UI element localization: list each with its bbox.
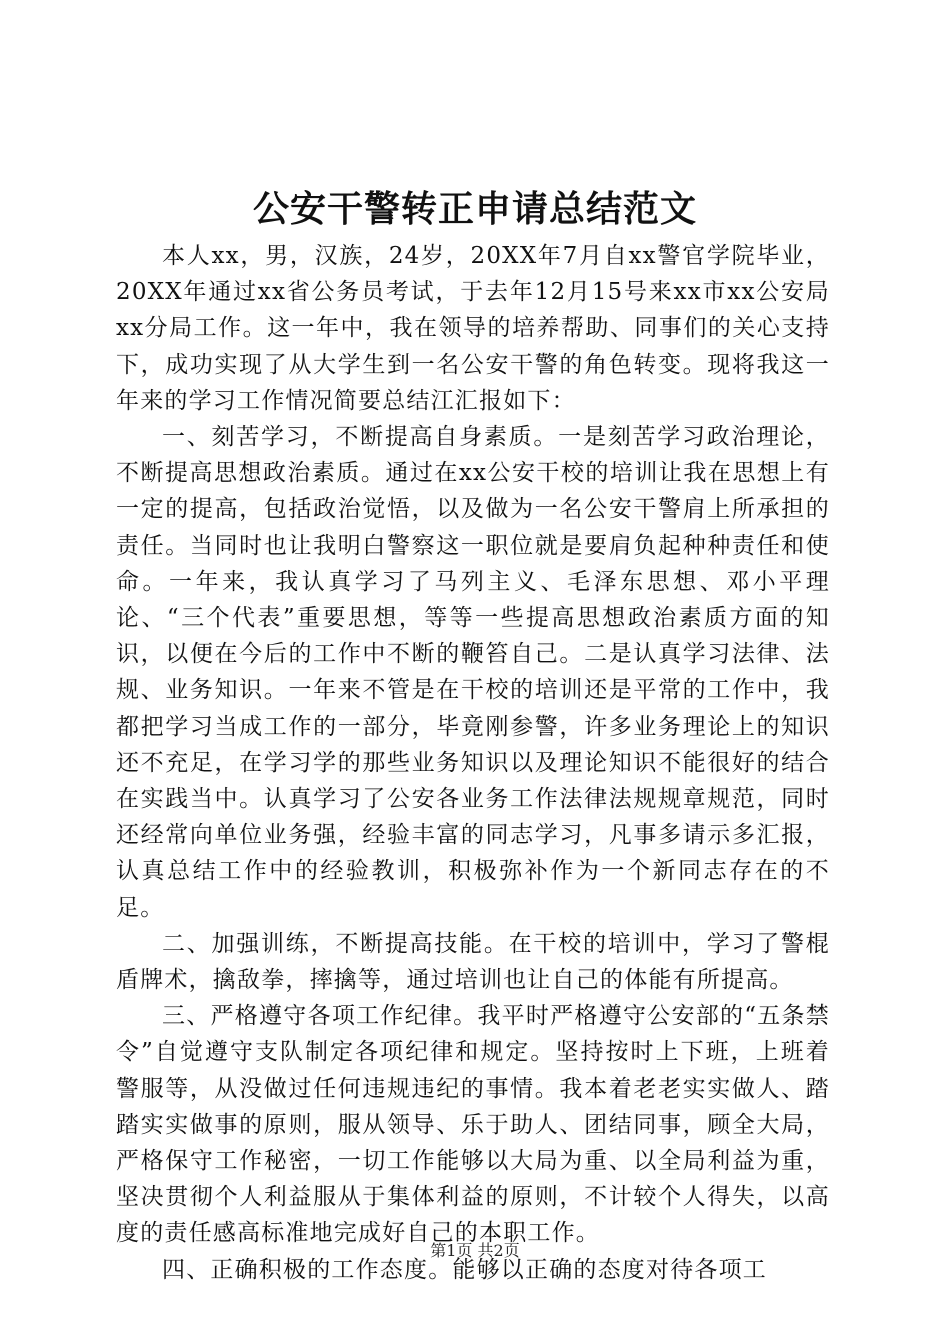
document-body [116, 238, 830, 1288]
paragraph-training: 二、加强训练，不断提高技能。在干校的培训中，学习了警棍盾牌术，擒敌拳，摔擒等，通过培训也让自己的体能有所提高。 [116, 930, 830, 994]
paragraph-intro: 本人xx，男，汉族，24岁，20XX年7月自xx警官学院毕业，20XX年通过xx省公务员考试，于去年12月15号来xx市xx公安局xx分局工作。这一年中，我在领导的培养帮助、同事们的关心支持下，成功实现了从大学生到一名公安干警的角色转变。现将我这一年来的学习工作情况简要总结江汇报如下： [116, 243, 830, 414]
paragraph-discipline: 三、严格遵守各项工作纪律。我平时严格遵守公安部的“五条禁令”自觉遵守支队制定各项纪律和规定。坚持按时上下班，上班着警服等，从没做过任何违规违纪的事情。我本着老老实实做人、踏踏实实做事的原则，服从领导、乐于助人、团结同事，顾全大局，严格保守工作秘密，一切工作能够以大局为重、以全局利益为重，坚决贯彻个人利益服从于集体利益的原则，不计较个人得失，以高度的责任感高标准地完成好自己的本职工作。 [116, 1003, 830, 1247]
document-title: 公安干警转正申请总结范文 [252, 188, 697, 230]
paragraph-attitude: 四、正确积极的工作态度。能够以正确的态度对待各项工 [162, 1256, 767, 1283]
paragraph-study: 一、刻苦学习，不断提高自身素质。一是刻苦学习政治理论，不断提高思想政治素质。通过在xx公安干校的培训让我在思想上有一定的提高，包括政治觉悟，以及做为一名公安干警肩上所承担的责任。当同时也让我明白警察这一职位就是要肩负起种种责任和使命。一年来，我认真学习了马列主义、毛泽东思想、邓小平理论、“三个代表”重要思想，等等一些提高思想政治素质方面的知识，以便在今后的工作中不断的鞭笞自己。二是认真学习法律、法规、业务知识。一年来不管是在干校的培训还是平常的工作中，我都把学习当成工作的一部分，毕竟刚参警，许多业务理论上的知识还不充足，在学习学的那些业务知识以及理论知识不能很好的结合在实践当中。认真学习了公安各业务工作法律法规规章规范，同时还经常向单位业务强，经验丰富的同志学习，凡事多请示多汇报，认真总结工作中的经验教训，积极弥补作为一个新同志存在的不足。 [116, 424, 830, 921]
page-number-footer: 第1页 共2页 [430, 1241, 520, 1260]
